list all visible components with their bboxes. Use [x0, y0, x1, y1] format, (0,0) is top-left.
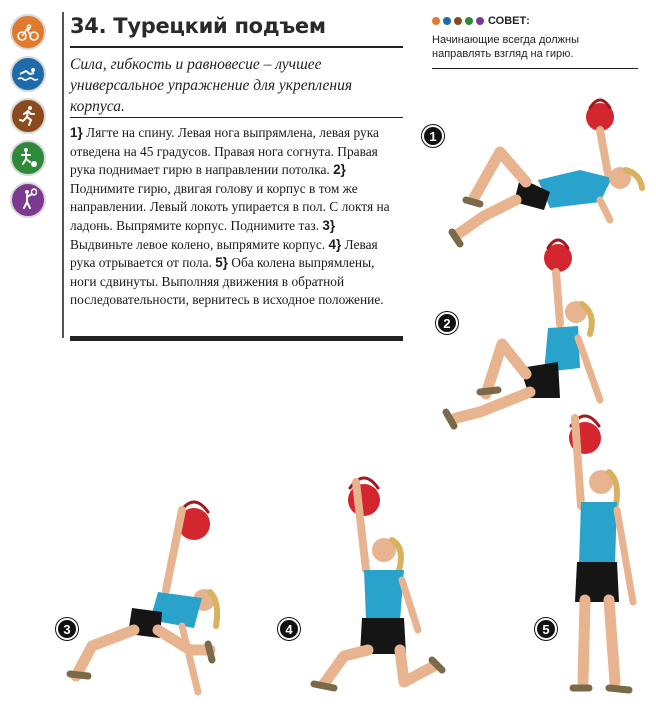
exercise-photo-step-3	[62, 480, 232, 702]
exercise-photo-step-4	[300, 470, 460, 704]
step-4-marker: 4}	[328, 236, 342, 252]
page-title: 34. Турецкий подъем	[70, 14, 326, 38]
text-bottom-bar	[70, 336, 403, 341]
swimming-icon	[10, 56, 46, 92]
tip-dot	[465, 17, 473, 25]
tip-label: СОВЕТ:	[488, 15, 530, 28]
step-5-text: Оба колена выпрямлены, ноги сдвинуты. Выполняя движения в обратной последовательности, вернитесь в исходное положение.	[70, 255, 384, 308]
step-badge-1: 1	[422, 125, 444, 147]
tip-text: Начинающие всегда должны направлять взгляд на гирю.	[432, 34, 580, 60]
step-4-text: Левая рука отрывается от пола.	[70, 236, 378, 271]
exercise-photo-step-1	[440, 82, 650, 252]
exercise-photo-step-5	[555, 406, 651, 704]
tennis-icon	[10, 182, 46, 218]
section-divider	[62, 12, 64, 338]
tip-dot	[443, 17, 451, 25]
cycling-icon	[10, 14, 46, 50]
tip-box	[432, 12, 638, 61]
step-2-marker: 2}	[333, 162, 346, 178]
subtitle-underline	[70, 117, 403, 118]
step-1-marker: 1}	[70, 125, 83, 140]
instructions-text	[70, 124, 400, 310]
step-1-text: Лягте на спину. Левая нога выпрямлена, левая рука отведена на 45 градусов. Правая нога согнута. Правая рука поднимает гирю в направлении потолка.	[70, 125, 379, 178]
step-badge-3: 3	[56, 618, 78, 640]
running-icon	[10, 98, 46, 134]
step-5-marker: 5}	[215, 255, 228, 271]
exercise-photo-step-2	[440, 228, 640, 434]
tip-dot	[476, 17, 484, 25]
tip-dot	[432, 17, 440, 25]
step-3-text: Выдвиньте левое колено, выпрямите корпус.	[70, 236, 329, 252]
soccer-icon	[10, 140, 46, 176]
step-2-text: Поднимите гирю, двигая голову и корпус в том же направлении. Левый локоть упирается в пол. С локтя на ладонь. Выпрямите корпус. Поднимите таз.	[70, 180, 390, 233]
step-3-marker: 3}	[322, 217, 336, 233]
tip-dots	[432, 17, 484, 25]
tip-underline	[432, 68, 638, 69]
title-underline	[70, 46, 403, 48]
step-badge-4: 4	[278, 618, 300, 640]
step-badge-5: 5	[535, 618, 557, 640]
page-subtitle: Сила, гибкость и равновесие – лучшее универсальное упражнение для укрепления корпуса.	[70, 56, 353, 115]
step-badge-2: 2	[436, 312, 458, 334]
tip-dot	[454, 17, 462, 25]
